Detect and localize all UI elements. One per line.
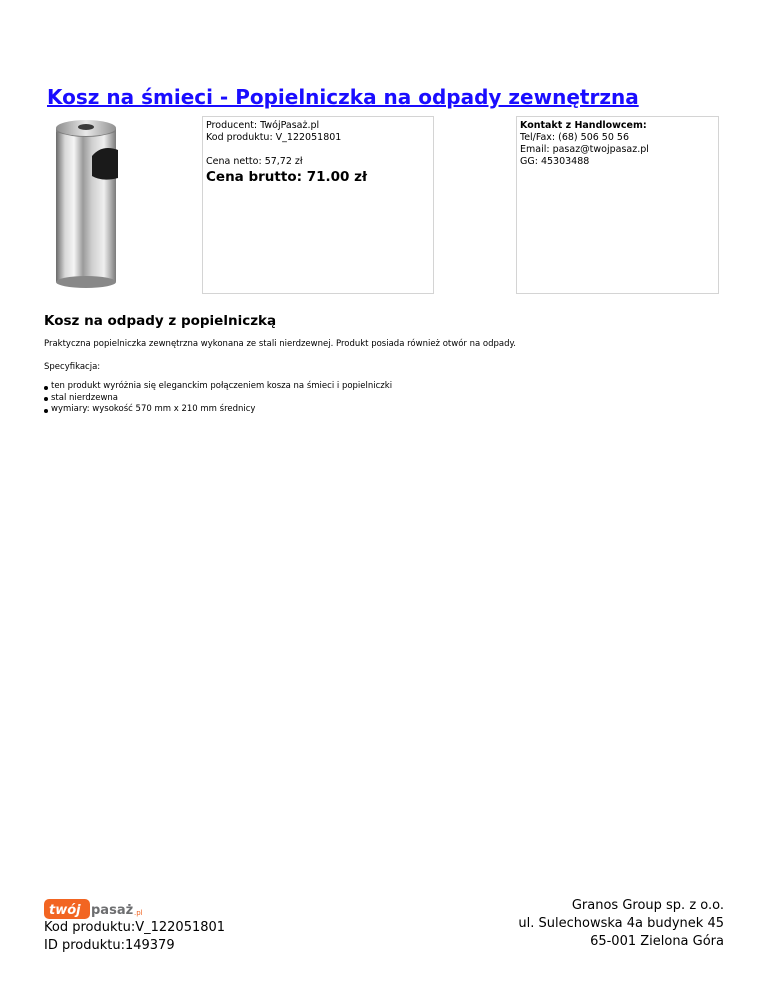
gross-price-text: Cena brutto: 71.00 zł bbox=[206, 169, 367, 185]
contact-heading: Kontakt z Handlowcem: bbox=[520, 120, 647, 131]
product-code-text: Kod produktu: V_122051801 bbox=[206, 132, 342, 143]
net-price-text: Cena netto: 57,72 zł bbox=[206, 156, 303, 167]
footer-street: ul. Sulechowska 4a budynek 45 bbox=[518, 916, 724, 931]
footer-city: 65-001 Zielona Góra bbox=[590, 934, 724, 949]
producer-text: Producent: TwójPasaż.pl bbox=[206, 120, 320, 131]
logo-text-pasaz: pasaż bbox=[91, 903, 134, 918]
footer-product-code: Kod produktu:V_122051801 bbox=[44, 920, 226, 935]
description-text: Praktyczna popielniczka zewnętrzna wykonana ze stali nierdzewnej. Produkt posiada również otwór na odpady. bbox=[44, 339, 517, 349]
contact-box bbox=[516, 116, 719, 294]
twojpasaz-logo bbox=[44, 897, 154, 921]
product-title-link[interactable]: Kosz na śmieci - Popielniczka na odpady zewnętrzna bbox=[47, 85, 639, 109]
logo-text-twoj: twój bbox=[49, 903, 81, 918]
spec-label: Specyfikacja: bbox=[44, 362, 101, 372]
footer-product-id: ID produktu:149379 bbox=[44, 938, 175, 953]
logo-text-pl: .pl bbox=[134, 909, 143, 917]
product-image bbox=[44, 114, 184, 304]
contact-phone: Tel/Fax: (68) 506 50 56 bbox=[520, 132, 629, 143]
spec-item: ten produkt wyróżnia się eleganckim połączeniem kosza na śmieci i popielniczki bbox=[44, 381, 392, 393]
footer-company: Granos Group sp. z o.o. bbox=[571, 898, 724, 913]
footer-product-ids bbox=[44, 919, 225, 955]
contact-email: Email: pasaz@twojpasaz.pl bbox=[520, 144, 649, 155]
contact-gg: GG: 45303488 bbox=[520, 156, 590, 167]
spec-item: stal nierdzewna bbox=[44, 393, 392, 405]
description-heading: Kosz na odpady z popielniczką bbox=[44, 313, 277, 329]
spec-item: wymiary: wysokość 570 mm x 210 mm średnicy bbox=[44, 404, 392, 416]
spec-list bbox=[44, 381, 392, 416]
product-info-box bbox=[202, 116, 434, 294]
footer-company-address bbox=[518, 897, 724, 951]
